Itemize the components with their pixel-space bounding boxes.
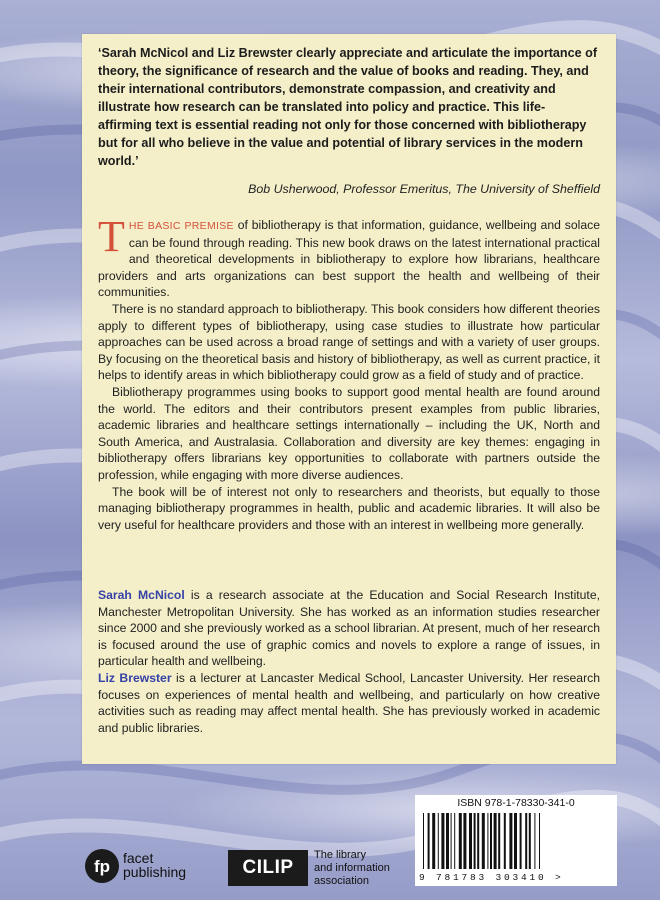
barcode-bar [539,813,540,869]
barcode-bar [463,813,466,869]
barcode-bar [469,813,472,869]
barcode-bar [423,813,424,869]
barcode-bar [446,813,449,869]
facet-logo-letters: fp [93,857,111,876]
author-name: Sarah McNicol [98,588,185,602]
description-paragraph-1 [98,212,600,301]
barcode-bar [490,813,492,869]
barcode-bar [482,813,485,869]
barcode-bar [514,813,517,869]
barcode-bar [529,813,531,869]
isbn-text: ISBN 978-1-78330-341-0 [457,797,575,809]
barcode-bar [504,813,506,869]
barcode-bar [428,813,430,869]
bio-text: is a lecturer at Lancaster Medical School, Lancaster University. Her research focuses on experiences of mental health and wellbeing, and particularly on how creative activities such as reading may affect mental health. She has previously worked in academic and public libraries. [98,670,600,735]
description-paragraph-2: There is no standard approach to bibliotherapy. This book considers how different theories apply to different types of bibliotherapy, using case studies to illustrate how particular approaches can be used across a broad range of settings and with a variety of user groups. By focusing on the theoretical basis and history of bibliotherapy, as well as current practice, it helps to identify areas in which bibliotherapy could grow as a field of study and of practice. [98,301,600,383]
quote-attribution: Bob Usherwood, Professor Emeritus, The University of Sheffield [248,182,600,196]
facet-publishing-logo [84,848,120,884]
bio-sarah-mcnicol [98,587,600,670]
barcode-bar [494,813,497,869]
description [98,212,600,533]
drop-cap: T [98,212,125,261]
cilip-tagline-line-2: and information [314,862,390,874]
author-name: Liz Brewster [98,670,172,685]
cilip-logo: CILIP [228,850,308,886]
barcode-bar [498,813,500,869]
barcode-bar [474,813,476,869]
publisher-name [123,851,186,879]
bio-liz-brewster [98,670,600,736]
barcode-bar [520,813,522,869]
paragraph-1-text: of bibliotherapy is that information, guidance, wellbeing and solace can be found through reading. This new book draws on the latest international practical and theoretical developments in bibliotherapy to explore how librarians, healthcare providers and arts organizations can best support the health and wellbeing of their communities. [98,218,600,300]
barcode-bar [534,813,535,869]
barcode-bar [451,813,452,869]
barcode-bar [525,813,527,869]
description-paragraph-3: Bibliotherapy programmes using books to support good mental health are found around the world. The editors and their contributors present examples from public libraries, academic libraries and healthcare settings internationally – including the UK, North and South America, and Australasia. Collaboration and diversity are key themes: engaging in bibliotherapy offers librarians key opportunities to collaborate with partners outside the profession, while engaging with more diverse audiences. [98,384,600,482]
lead-in: HE BASIC PREMISE [128,220,234,232]
barcode-bar [441,813,444,869]
cilip-tagline-line-3: association [314,875,370,887]
description-paragraph-4: The book will be of interest not only to researchers and theorists, but equally to those managing bibliotherapy programmes in health, public and academic libraries. It will also be very useful for healthcare providers and those with an interest in wellbeing more generally. [98,484,600,532]
barcode-digits: 9 781783 303410 > [419,872,564,883]
barcode-bar [477,813,479,869]
endorsement-quote: ‘Sarah McNicol and Liz Brewster clearly appreciate and articulate the importance of theory, the significance of research and the value of books and reading. They, and their international contributors, demonstrate compassion, and creativity and illustrate how research can be translated into policy and practice. This life-affirming text is essential reading not only for those concerned with bibliotherapy but for all who believe in the value and potential of library services in the modern world.’ [98,46,598,168]
publisher-line-1: facet [123,850,154,866]
barcode-label [415,795,617,886]
barcode-bar [459,813,462,869]
barcode-bar [454,813,455,869]
barcode-bar [432,813,435,869]
barcode [421,813,611,871]
barcode-bar [509,813,512,869]
bio-text: is a research associate at the Education and Social Research Institute, Manchester Metropolitan University. She has worked as an information studies researcher since 2000 and she previously worked as a school librarian. At present, much of her research is focused around the use of graphic comics and novels to explore a range of issues, in particular health and wellbeing. [98,588,600,669]
cilip-tagline [314,849,390,888]
author-bios [98,587,600,736]
cilip-tagline-line-1: The library [314,849,366,861]
barcode-bar [438,813,439,869]
barcode-bar [487,813,488,869]
publisher-line-2: publishing [123,864,187,880]
